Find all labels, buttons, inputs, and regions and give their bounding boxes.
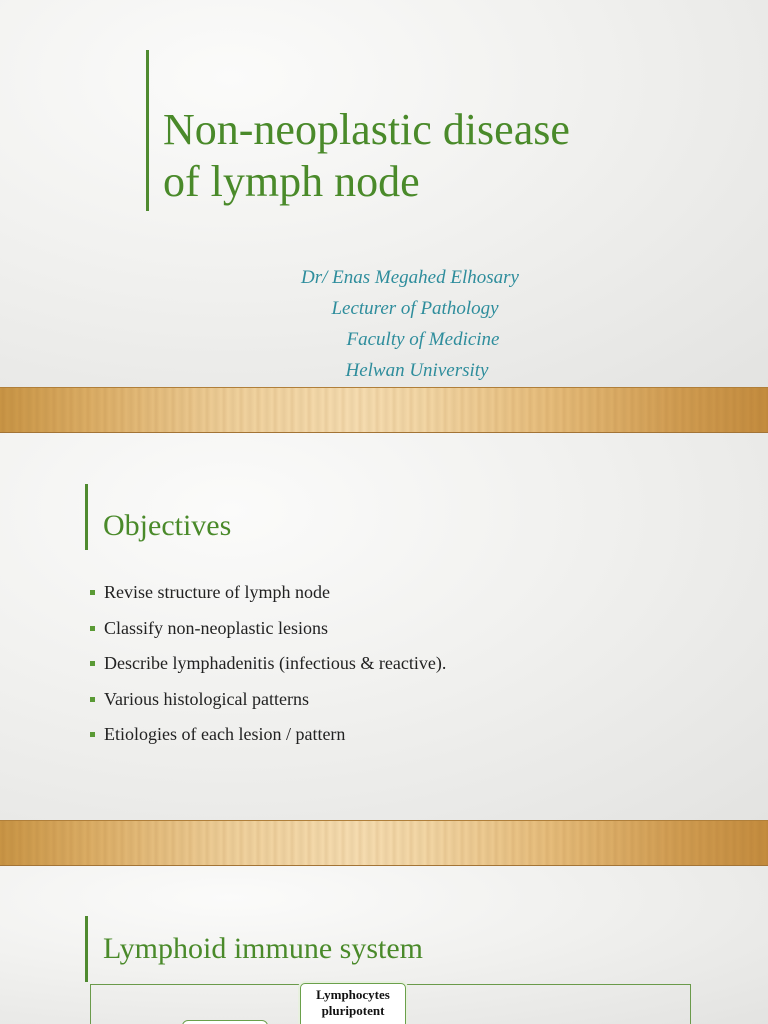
- diagram-node-partial: [182, 1020, 268, 1024]
- list-item: [90, 575, 446, 611]
- lymphoid-accent-bar: [85, 916, 88, 982]
- author-name: Dr/ Enas Megahed Elhosary: [301, 267, 519, 288]
- list-item: [90, 682, 446, 718]
- list-item-text: Various histological patterns: [104, 688, 309, 709]
- title-slide: [0, 0, 768, 388]
- presentation-title: [163, 104, 753, 208]
- list-item-text: Revise structure of lymph node: [104, 582, 330, 603]
- list-item-text: Classify non-neoplastic lesions: [104, 617, 328, 638]
- objectives-accent-bar: [85, 484, 88, 550]
- bullet-square-icon: [90, 697, 95, 702]
- author-position: Lecturer of Pathology: [331, 298, 499, 319]
- wood-divider: [0, 820, 768, 866]
- objectives-heading: Objectives: [103, 509, 232, 542]
- author-university: Helwan University: [345, 360, 489, 381]
- bullet-square-icon: [90, 626, 95, 631]
- author-block: [200, 262, 620, 386]
- bullet-square-icon: [90, 590, 95, 595]
- diagram-node-lymphocytes: [300, 983, 406, 1024]
- objectives-list: [90, 575, 446, 753]
- list-item-text: Describe lymphadenitis (infectious & reactive).: [104, 653, 447, 674]
- objectives-slide: [0, 433, 768, 820]
- list-item: [90, 646, 446, 682]
- lymphoid-heading: Lymphoid immune system: [103, 932, 423, 965]
- title-accent-bar: [146, 50, 149, 211]
- diagram-node-text-2: pluripotent: [321, 1003, 385, 1018]
- bullet-square-icon: [90, 661, 95, 666]
- title-line-2: of lymph node: [163, 157, 420, 206]
- wood-divider: [0, 387, 768, 433]
- list-item-text: Etiologies of each lesion / pattern: [104, 724, 346, 745]
- author-faculty: Faculty of Medicine: [346, 329, 500, 350]
- list-item: [90, 717, 446, 753]
- diagram-node-text-1: Lymphocytes: [316, 987, 390, 1002]
- title-line-1: Non-neoplastic disease: [163, 105, 570, 154]
- list-item: [90, 611, 446, 647]
- lymphoid-slide: [0, 866, 768, 1024]
- bullet-square-icon: [90, 732, 95, 737]
